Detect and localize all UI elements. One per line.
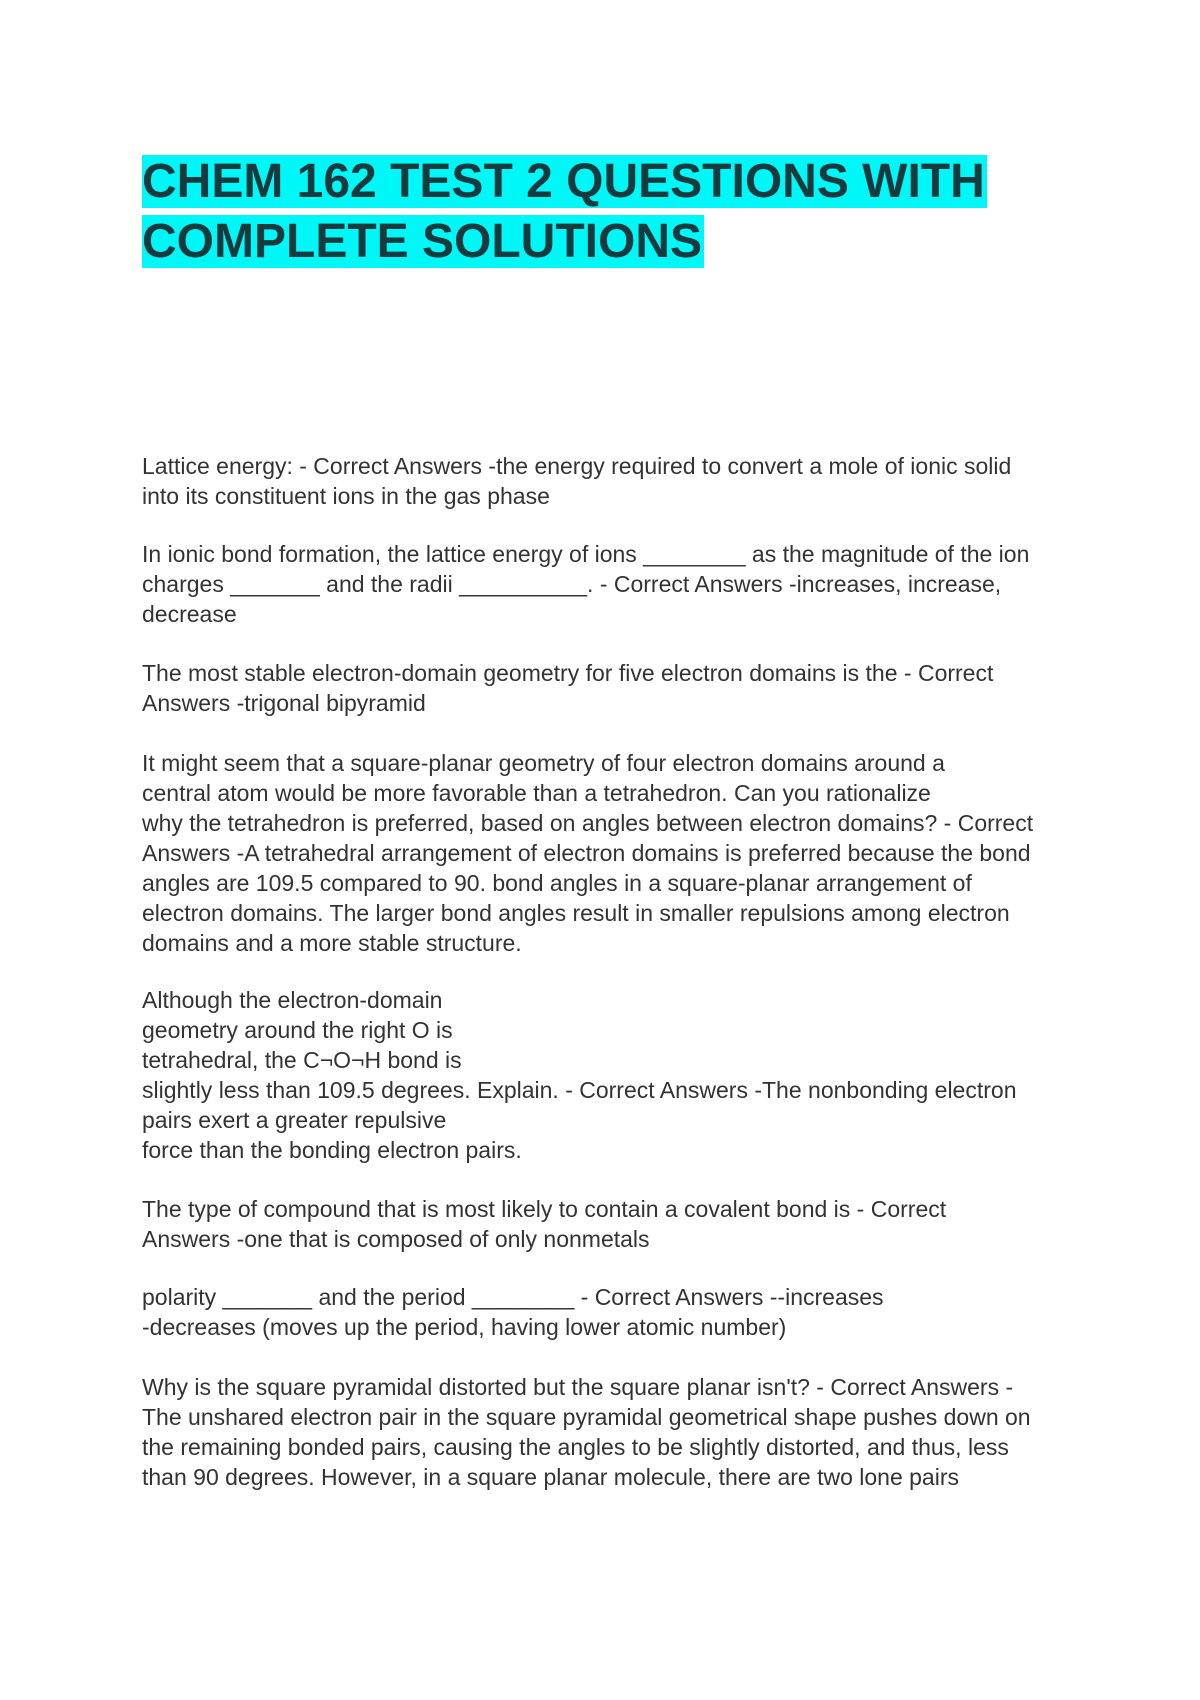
- qa-entry-lattice-energy: [142, 451, 1062, 511]
- qa-entry-lattice-energy-trend: [142, 539, 1062, 629]
- text-line: tetrahedral, the C¬O¬H bond is: [142, 1047, 462, 1073]
- qa-entry-polarity-period: [142, 1282, 1062, 1342]
- text-line: Answers -trigonal bipyramid: [142, 690, 426, 716]
- qa-entry-tetrahedron-preferred: [142, 748, 1062, 958]
- title-line-1: CHEM 162 TEST 2 QUESTIONS WITH: [142, 155, 985, 208]
- text-line: polarity _______ and the period ________ - Correct Answers --increases: [142, 1284, 884, 1310]
- qa-entry-coh-bond-angle: [142, 985, 1062, 1165]
- text-line: Although the electron-domain: [142, 987, 443, 1013]
- text-line: Lattice energy: - Correct Answers -the energy required to convert a mole of ionic solid: [142, 453, 1012, 479]
- text-line: -decreases (moves up the period, having lower atomic number): [142, 1314, 787, 1340]
- text-line: pairs exert a greater repulsive: [142, 1107, 447, 1133]
- text-line: the remaining bonded pairs, causing the angles to be slightly distorted, and thus, less: [142, 1434, 1009, 1460]
- text-line: It might seem that a square-planar geometry of four electron domains around a: [142, 750, 945, 776]
- title-line-2: COMPLETE SOLUTIONS: [142, 215, 703, 268]
- text-line: slightly less than 109.5 degrees. Explain. - Correct Answers -The nonbonding electron: [142, 1077, 1017, 1103]
- text-line: Why is the square pyramidal distorted but the square planar isn't? - Correct Answers -: [142, 1374, 1014, 1400]
- text-line: geometry around the right O is: [142, 1017, 453, 1043]
- text-line: In ionic bond formation, the lattice energy of ions ________ as the magnitude of the ion: [142, 541, 1030, 567]
- qa-entry-five-domains: [142, 658, 1062, 718]
- text-line: why the tetrahedron is preferred, based on angles between electron domains? - Correct: [142, 810, 1034, 836]
- text-line: Answers -A tetrahedral arrangement of electron domains is preferred because the bond: [142, 840, 1031, 866]
- text-line: angles are 109.5 compared to 90. bond angles in a square-planar arrangement of: [142, 870, 972, 896]
- text-line: Answers -one that is composed of only nonmetals: [142, 1226, 650, 1252]
- document-title: [142, 152, 1042, 272]
- text-line: domains and a more stable structure.: [142, 930, 522, 956]
- text-line: The unshared electron pair in the square pyramidal geometrical shape pushes down on: [142, 1404, 1031, 1430]
- text-line: decrease: [142, 601, 237, 627]
- qa-entry-covalent-bond: [142, 1194, 1062, 1254]
- text-line: charges _______ and the radii __________. - Correct Answers -increases, increase,: [142, 571, 1002, 597]
- text-line: force than the bonding electron pairs.: [142, 1137, 522, 1163]
- text-line: The most stable electron-domain geometry for five electron domains is the - Correct: [142, 660, 994, 686]
- qa-entry-square-pyramidal: [142, 1372, 1062, 1492]
- text-line: central atom would be more favorable than a tetrahedron. Can you rationalize: [142, 780, 931, 806]
- text-line: electron domains. The larger bond angles result in smaller repulsions among electron: [142, 900, 1010, 926]
- text-line: The type of compound that is most likely to contain a covalent bond is - Correct: [142, 1196, 947, 1222]
- text-line: into its constituent ions in the gas phase: [142, 483, 550, 509]
- text-line: than 90 degrees. However, in a square planar molecule, there are two lone pairs: [142, 1464, 959, 1490]
